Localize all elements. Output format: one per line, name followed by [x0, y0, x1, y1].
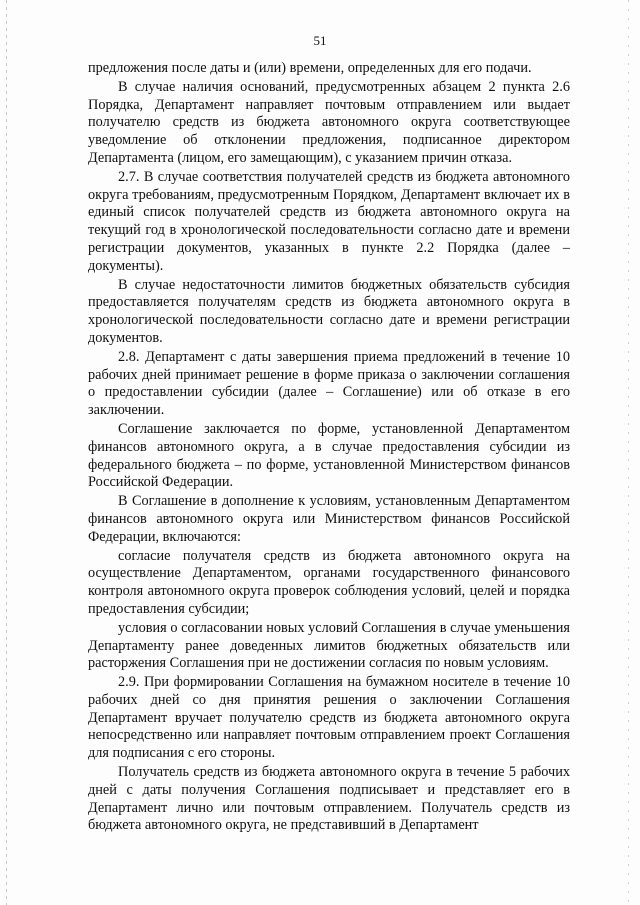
paragraph: Соглашение заключается по форме, установленной Департаментом финансов автономного округа, а в случае предоставления субсидии из федерального бюджета – по форме, установленной Министерством финансов Российской Федерации.	[88, 420, 570, 491]
paragraph: 2.9. При формировании Соглашения на бумажном носителе в течение 10 рабочих дней со дня принятия решения о заключении Соглашения Департамент вручает получателю средств из бюджета автономного округа непосредственно или направляет почтовым отправлением проект Соглашения для подписания с его стороны.	[88, 674, 570, 762]
paragraph: 2.7. В случае соответствия получателей средств из бюджета автономного округа требованиям, предусмотренным Порядком, Департамент включает их в единый список получателей средств из бюджета автономного округа на текущий год в хронологической последовательности согласно дате и времени регистрации документов, указанных в пункте 2.2 Порядка (далее – документы).	[88, 168, 570, 274]
paragraph: В случае наличия оснований, предусмотренных абзацем 2 пункта 2.6 Порядка, Департамент направляет почтовым отправлением или выдает получателю средств из бюджета автономного округа соответствующее уведомление об отклонении предложения, подписанное директором Департамента (лицом, его замещающим), с указанием причин отказа.	[88, 78, 570, 166]
paragraph: 2.8. Департамент с даты завершения приема предложений в течение 10 рабочих дней принимает решение в форме приказа о заключении соглашения о предоставлении субсидии (далее – Соглашение) или об отказе в его заключении.	[88, 348, 570, 419]
page-number: 51	[313, 33, 327, 48]
paragraph: согласие получателя средств из бюджета автономного округа на осуществление Департаментом, органами государственного финансового контроля автономного округа проверок соблюдения условий, целей и порядка предоставления субсидии;	[88, 547, 570, 617]
body-text	[88, 60, 570, 835]
scan-edge-left	[6, 0, 7, 905]
paragraph: В случае недостаточности лимитов бюджетных обязательств субсидия предоставляется получателям средств из бюджета автономного округа в хронологической последовательности согласно дате и времени регистрации документов.	[88, 276, 570, 346]
paragraph: Получатель средств из бюджета автономного округа в течение 5 рабочих дней с даты получения Соглашения подписывает и представляет его в Департамент лично или почтовым отправлением. Получатель средств из бюджета автономного округа, не представивший в Департамент	[88, 764, 570, 834]
paragraph: В Соглашение в дополнение к условиям, установленным Департаментом финансов автономного округа или Министерством финансов Российской Федерации, включаются:	[88, 493, 570, 545]
paragraph: предложения после даты и (или) времени, определенных для его подачи.	[88, 60, 532, 76]
paragraph: условия о согласовании новых условий Соглашения в случае уменьшения Департаменту ранее доведенных лимитов бюджетных обязательств или расторжения Соглашения при не достижении согласия по новым условиям.	[88, 619, 570, 672]
scan-edge-right	[628, 0, 629, 905]
